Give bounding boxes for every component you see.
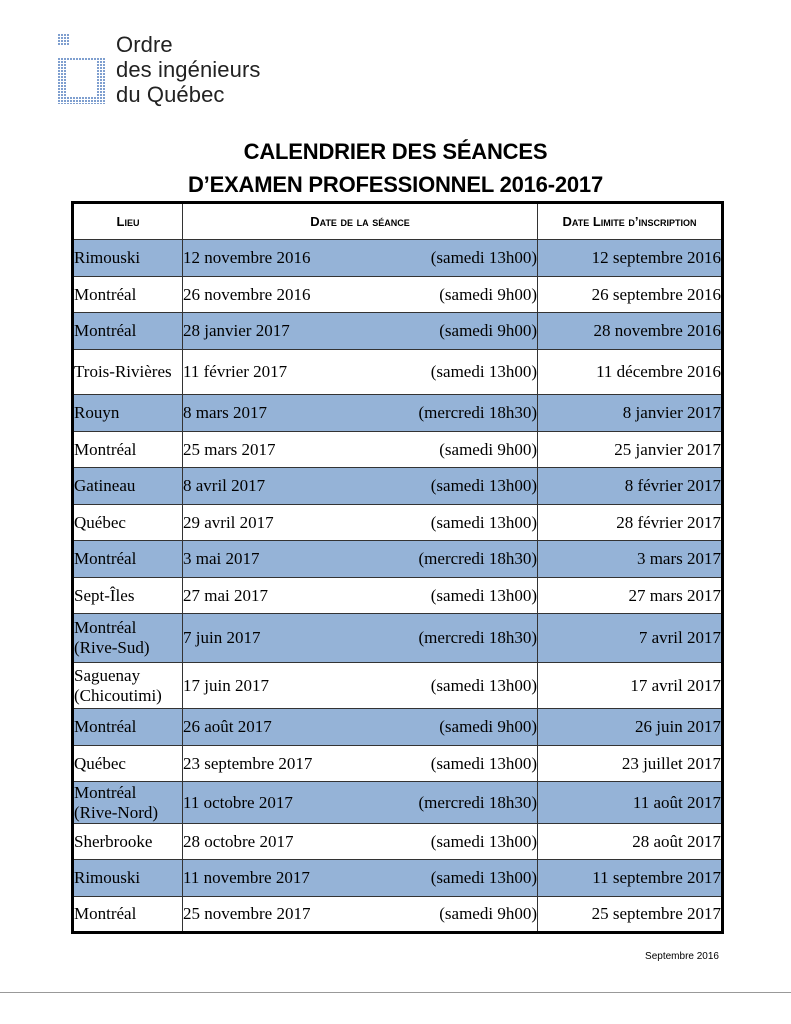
session-date: 11 février 2017 [183, 362, 288, 381]
cell-lieu: Trois-Rivières [73, 350, 183, 395]
title-line-1: CALENDRIER DES SÉANCES [243, 139, 548, 164]
session-time: (samedi 9h00) [439, 284, 537, 304]
table-row [73, 746, 723, 782]
cell-lieu: Sept-Îles [73, 578, 183, 614]
table-row [73, 395, 723, 432]
cell-date [183, 505, 538, 541]
cell-lieu: Saguenay (Chicoutimi) [73, 663, 183, 709]
session-time: (samedi 13h00) [430, 675, 537, 695]
table-row [73, 505, 723, 541]
table-row [73, 614, 723, 663]
cell-date [183, 468, 538, 505]
cell-registration-deadline: 26 septembre 2016 [538, 277, 723, 313]
session-time: (samedi 13h00) [430, 248, 537, 267]
table-row [73, 709, 723, 746]
cell-lieu: Montréal (Rive-Nord) [73, 782, 183, 824]
session-time: (samedi 13h00) [430, 362, 537, 381]
cell-date [183, 614, 538, 663]
session-time: (samedi 9h00) [439, 321, 537, 340]
cell-date [183, 432, 538, 468]
cell-lieu: Sherbrooke [73, 824, 183, 860]
cell-registration-deadline: 25 septembre 2017 [538, 897, 723, 933]
session-date: 25 mars 2017 [183, 439, 276, 459]
session-time: (samedi 13h00) [430, 831, 537, 851]
logo-text [116, 32, 261, 107]
session-date: 8 mars 2017 [183, 403, 268, 422]
cell-registration-deadline: 26 juin 2017 [538, 709, 723, 746]
table-row [73, 432, 723, 468]
oiq-logo [58, 32, 298, 110]
session-date: 3 mai 2017 [183, 549, 260, 568]
cell-date [183, 313, 538, 350]
cell-registration-deadline: 8 février 2017 [538, 468, 723, 505]
cell-registration-deadline: 11 août 2017 [538, 782, 723, 824]
cell-lieu: Montréal [73, 313, 183, 350]
table-row [73, 541, 723, 578]
cell-date [183, 746, 538, 782]
session-time: (samedi 13h00) [430, 753, 537, 773]
exam-schedule-table [71, 201, 724, 934]
cell-date [183, 578, 538, 614]
session-date: 26 août 2017 [183, 717, 272, 736]
session-time: (samedi 9h00) [439, 439, 537, 459]
cell-lieu: Rimouski [73, 860, 183, 897]
table-row [73, 313, 723, 350]
cell-date [183, 395, 538, 432]
footer-rule [0, 992, 791, 993]
header-date: Date de la séance [183, 203, 538, 240]
cell-date [183, 663, 538, 709]
session-time: (samedi 9h00) [439, 904, 537, 923]
session-date: 12 novembre 2016 [183, 248, 311, 267]
oiq-logo-mark-icon [58, 34, 108, 104]
cell-registration-deadline: 27 mars 2017 [538, 578, 723, 614]
cell-registration-deadline: 17 avril 2017 [538, 663, 723, 709]
cell-date [183, 350, 538, 395]
cell-registration-deadline: 11 septembre 2017 [538, 860, 723, 897]
session-time: (samedi 13h00) [430, 868, 537, 887]
cell-registration-deadline: 28 novembre 2016 [538, 313, 723, 350]
session-time: (samedi 13h00) [430, 585, 537, 605]
session-date: 23 septembre 2017 [183, 753, 313, 773]
cell-lieu: Gatineau [73, 468, 183, 505]
session-date: 7 juin 2017 [183, 628, 261, 647]
cell-registration-deadline: 8 janvier 2017 [538, 395, 723, 432]
session-date: 11 octobre 2017 [183, 792, 293, 812]
cell-date [183, 897, 538, 933]
session-date: 8 avril 2017 [183, 476, 266, 495]
cell-date [183, 277, 538, 313]
page-title [0, 135, 791, 201]
logo-line-2: des ingénieurs [116, 57, 261, 82]
session-date: 27 mai 2017 [183, 585, 268, 605]
cell-date [183, 824, 538, 860]
header-limit: Date Limite d’inscription [538, 203, 723, 240]
session-time: (samedi 9h00) [439, 717, 537, 736]
table-row [73, 277, 723, 313]
cell-registration-deadline: 23 juillet 2017 [538, 746, 723, 782]
cell-lieu: Québec [73, 505, 183, 541]
cell-lieu: Montréal (Rive-Sud) [73, 614, 183, 663]
session-date: 29 avril 2017 [183, 512, 274, 532]
table-row [73, 240, 723, 277]
session-date: 28 octobre 2017 [183, 831, 294, 851]
cell-lieu: Montréal [73, 541, 183, 578]
table-row [73, 782, 723, 824]
title-line-2: D’EXAMEN PROFESSIONNEL 2016-2017 [187, 172, 603, 197]
footer-date: Septembre 2016 [645, 951, 719, 962]
session-date: 11 novembre 2017 [183, 868, 310, 887]
cell-lieu: Québec [73, 746, 183, 782]
header-lieu: Lieu [73, 203, 183, 240]
cell-date [183, 240, 538, 277]
cell-registration-deadline: 28 février 2017 [538, 505, 723, 541]
cell-registration-deadline: 11 décembre 2016 [538, 350, 723, 395]
table-row [73, 578, 723, 614]
cell-date [183, 709, 538, 746]
cell-registration-deadline: 7 avril 2017 [538, 614, 723, 663]
table-header-row [73, 203, 723, 240]
table-row [73, 860, 723, 897]
session-time: (samedi 13h00) [430, 476, 537, 495]
table-row [73, 824, 723, 860]
cell-registration-deadline: 28 août 2017 [538, 824, 723, 860]
session-date: 26 novembre 2016 [183, 284, 311, 304]
logo-line-3: du Québec [116, 82, 225, 107]
session-date: 25 novembre 2017 [183, 904, 311, 923]
cell-lieu: Montréal [73, 709, 183, 746]
table-row [73, 468, 723, 505]
session-time: (mercredi 18h30) [418, 403, 537, 422]
session-date: 17 juin 2017 [183, 675, 269, 695]
cell-date [183, 782, 538, 824]
logo-line-1: Ordre [116, 32, 173, 57]
session-time: (mercredi 18h30) [418, 628, 537, 647]
session-date: 28 janvier 2017 [183, 321, 290, 340]
cell-registration-deadline: 12 septembre 2016 [538, 240, 723, 277]
cell-registration-deadline: 3 mars 2017 [538, 541, 723, 578]
cell-lieu: Montréal [73, 277, 183, 313]
table-row [73, 663, 723, 709]
session-time: (mercredi 18h30) [418, 549, 537, 568]
cell-lieu: Rouyn [73, 395, 183, 432]
cell-registration-deadline: 25 janvier 2017 [538, 432, 723, 468]
cell-date [183, 860, 538, 897]
cell-date [183, 541, 538, 578]
table-row [73, 897, 723, 933]
cell-lieu: Montréal [73, 897, 183, 933]
cell-lieu: Rimouski [73, 240, 183, 277]
session-time: (mercredi 18h30) [418, 792, 537, 812]
session-time: (samedi 13h00) [430, 512, 537, 532]
table-row [73, 350, 723, 395]
cell-lieu: Montréal [73, 432, 183, 468]
